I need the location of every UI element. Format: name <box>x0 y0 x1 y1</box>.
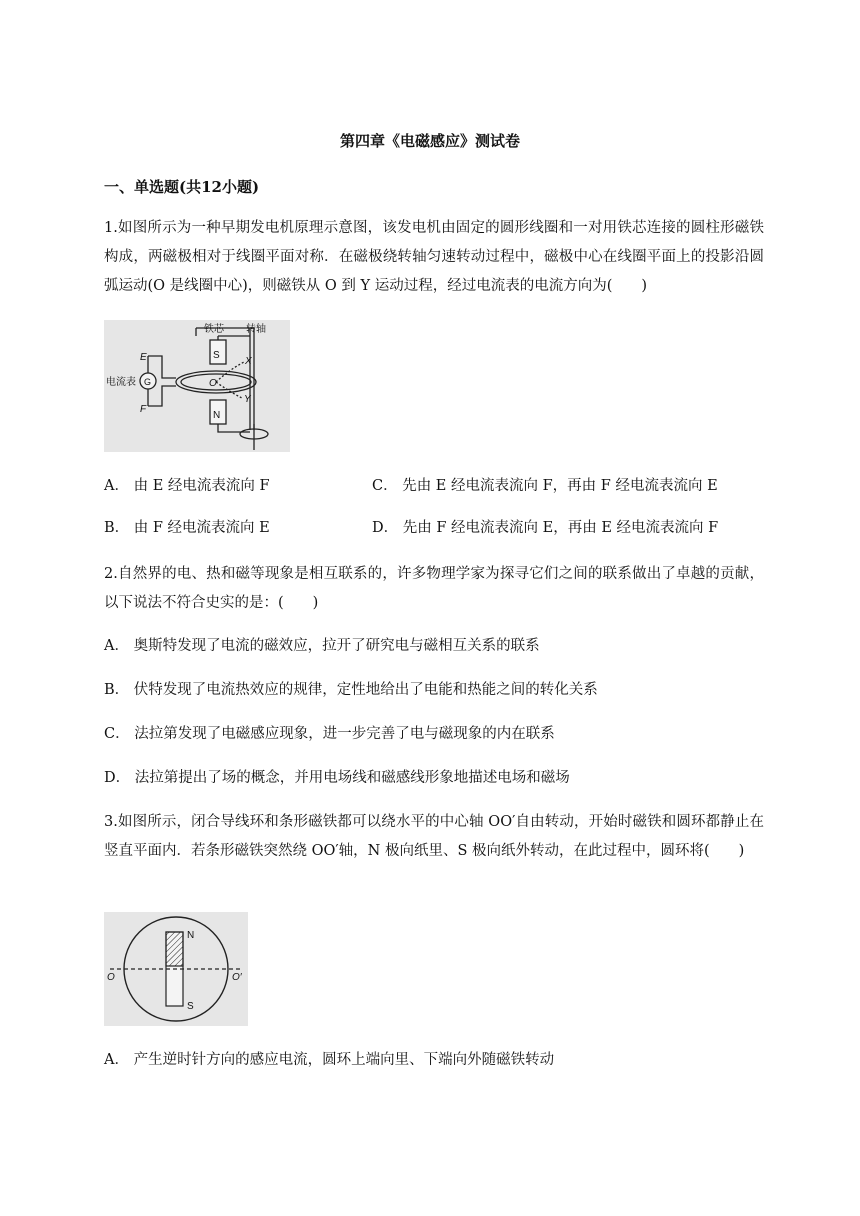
question-3-figure <box>104 912 248 1026</box>
label-o: O <box>209 378 217 389</box>
label-shaft: 转轴 <box>246 324 266 335</box>
label-g: G <box>144 377 152 387</box>
label-ammeter: 电流表 <box>106 377 136 388</box>
label-n-pole: N <box>187 930 195 941</box>
label-s-pole: S <box>187 1001 194 1012</box>
question-1-option-b[interactable]: B． 由 F 经电流表流向 E <box>104 520 270 536</box>
label-o: O <box>107 972 115 983</box>
question-1-option-c[interactable]: C． 先由 E 经电流表流向 F，再由 F 经电流表流向 E <box>372 478 718 494</box>
question-1-option-a[interactable]: A． 由 E 经电流表流向 F <box>104 478 270 494</box>
label-x: X <box>245 356 252 367</box>
question-2-option-c[interactable]: C． 法拉第发现了电磁感应现象，进一步完善了电与磁现象的内在联系 <box>104 726 555 742</box>
question-2-option-b[interactable]: B． 伏特发现了电流热效应的规律，定性地给出了电能和热能之间的转化关系 <box>104 682 598 698</box>
label-o-prime: O′ <box>232 972 242 983</box>
generator-diagram <box>104 320 290 452</box>
question-1-text: 1.如图所示为一种早期发电机原理示意图，该发电机由固定的圆形线圈和一对用铁芯连接的圆柱形磁铁构成，两磁极相对于线圈平面对称．在磁极绕转轴匀速转动过程中，磁极中心在线圈平面上的投影沿圆弧运动(O 是线圈中心)，则磁铁从 O 到 Y 运动过程，经过电流表的电流方向为( ) <box>104 220 764 294</box>
question-3-option-a[interactable]: A． 产生逆时针方向的感应电流，圆环上端向里、下端向外随磁铁转动 <box>104 1052 555 1068</box>
label-s-pole: S <box>213 350 220 361</box>
section-heading: 一、单选题(共12小题) <box>104 178 260 196</box>
question-1-figure <box>104 320 290 452</box>
page-title: 第四章《电磁感应》测试卷 <box>339 132 520 150</box>
label-n-pole: N <box>213 410 221 421</box>
label-f: F <box>140 404 147 415</box>
question-3-text: 3.如图所示，闭合导线环和条形磁铁都可以绕水平的中心轴 OO′自由转动，开始时磁铁和圆环都静止在竖直平面内．若条形磁铁突然绕 OO′轴，N 极向纸里、S 极向纸外转动，在此过程中，圆环将( ) <box>104 814 764 859</box>
question-2-option-d[interactable]: D． 法拉第提出了场的概念，并用电场线和磁感线形象地描述电场和磁场 <box>104 770 570 786</box>
question-2-option-a[interactable]: A． 奥斯特发现了电流的磁效应，拉开了研究电与磁相互关系的联系 <box>104 638 540 654</box>
label-e: E <box>140 352 147 363</box>
question-1-option-d[interactable]: D． 先由 F 经电流表流向 E，再由 E 经电流表流向 F <box>372 520 719 536</box>
ring-magnet-diagram <box>104 912 248 1026</box>
label-y: Y <box>244 394 251 405</box>
question-2-text: 2.自然界的电、热和磁等现象是相互联系的，许多物理学家为探寻它们之间的联系做出了卓越的贡献，以下说法不符合史实的是：( ) <box>104 566 764 611</box>
label-iron-core: 铁芯 <box>204 324 224 335</box>
